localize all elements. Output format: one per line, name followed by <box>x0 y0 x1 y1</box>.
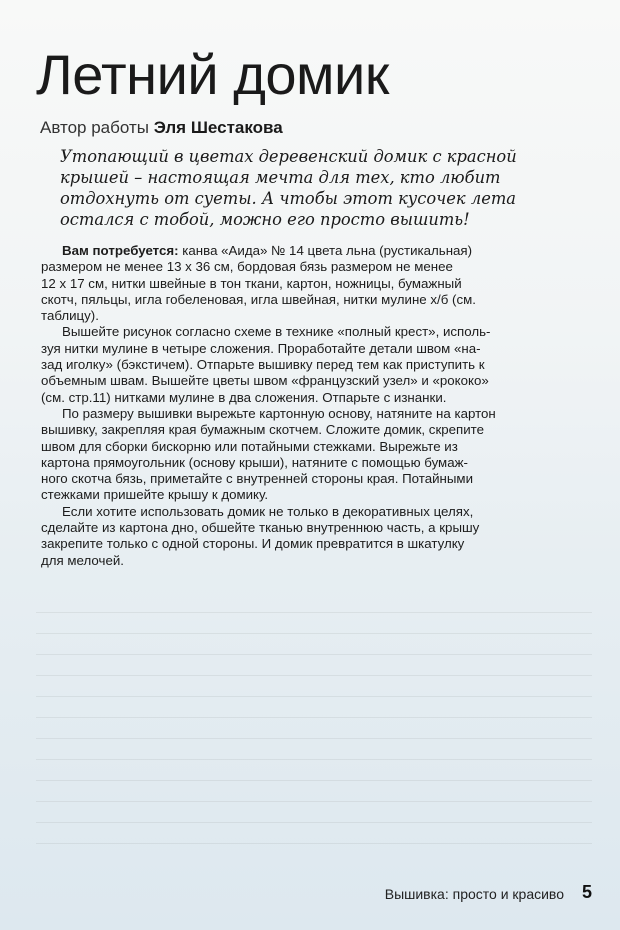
paragraph-line: ного скотча бязь, приметайте с внутренней стороны края. Потайными <box>41 471 473 487</box>
paragraph-first-line: Если хотите использовать домик не только в декоративных целях, <box>62 503 474 519</box>
paragraph-line: объемным швам. Вышейте цветы швом «французский узел» и «рококо» <box>41 373 489 389</box>
paragraph-line: 12 х 17 см, нитки швейные в тон ткани, картон, ножницы, бумажный <box>41 275 462 291</box>
paragraph-line: картона прямоугольник (основу крыши), натяните с помощью бумаж- <box>41 454 468 470</box>
author-name: Эля Шестакова <box>153 118 283 137</box>
show-through-row <box>36 655 592 676</box>
paragraph-line: зад иголку» (бэкстичем). Отпарьте вышивку перед тем как приступить к <box>41 357 485 373</box>
paragraph-line: закрепите только с одной стороны. И домик превратится в шкатулку <box>41 536 465 552</box>
paragraph-line: (см. стр.11) нитками мулине в два сложения. Отпарьте с изнанки. <box>41 389 447 405</box>
page-title: Летний домик <box>36 43 389 106</box>
show-through-row <box>36 823 592 844</box>
show-through-row <box>36 739 592 760</box>
show-through-row <box>36 802 592 823</box>
paragraph-line: зуя нитки мулине в четыре сложения. Проработайте детали швом «на- <box>41 340 481 356</box>
show-through-row <box>36 676 592 697</box>
paragraph-first-line: Вышейте рисунок согласно схеме в технике «полный крест», исполь- <box>62 324 491 340</box>
show-through-table <box>36 592 592 842</box>
footer-magazine-title: Вышивка: просто и красиво <box>384 886 564 902</box>
paragraph-text: канва «Аида» № 14 цвета льна (рустикальная) <box>178 243 473 258</box>
paragraph-line: скотч, пяльцы, игла гобеленовая, игла швейная, нитки мулине х/б (см. <box>41 291 476 307</box>
paragraph-line: размером не менее 13 х 36 см, бордовая бязь размером не менее <box>41 259 453 275</box>
show-through-row <box>36 718 592 739</box>
paragraph-first-line: По размеру вышивки вырежьте картонную основу, натяните на картон <box>62 405 496 421</box>
show-through-row <box>36 613 592 634</box>
show-through-row <box>36 760 592 781</box>
paragraph-line: стежками пришейте крышу к домику. <box>41 487 269 503</box>
paragraph-line: сделайте из картона дно, обшейте тканью внутреннюю часть, а крышу <box>41 520 480 536</box>
author-prefix: Автор работы <box>40 118 149 137</box>
paragraph-line: таблицу). <box>41 308 99 324</box>
intro-text <box>60 146 600 230</box>
show-through-row <box>36 781 592 802</box>
intro-line: остался с тобой, можно его просто вышить! <box>60 210 470 229</box>
materials-lead: Вам потребуется: <box>62 243 179 258</box>
paragraph-line: вышивку, закрепляя края бумажным скотчем. Сложите домик, скрепите <box>41 422 485 438</box>
article-body <box>41 243 589 569</box>
intro-line: Утопающий в цветах деревенский домик с красной <box>60 147 517 166</box>
paragraph-first-line <box>41 243 589 259</box>
intro-line: отдохнуть от суеты. А чтобы этот кусочек лета <box>60 189 516 208</box>
show-through-row <box>36 592 592 613</box>
intro-line: крышей – настоящая мечта для тех, кто любит <box>60 168 501 187</box>
author-line <box>40 118 283 138</box>
show-through-row <box>36 697 592 718</box>
paragraph-line: швом для сборки бискорню или потайными стежками. Вырежьте из <box>41 438 458 454</box>
show-through-row <box>36 634 592 655</box>
page-number: 5 <box>581 882 592 902</box>
paragraph-line: для мелочей. <box>41 552 124 568</box>
